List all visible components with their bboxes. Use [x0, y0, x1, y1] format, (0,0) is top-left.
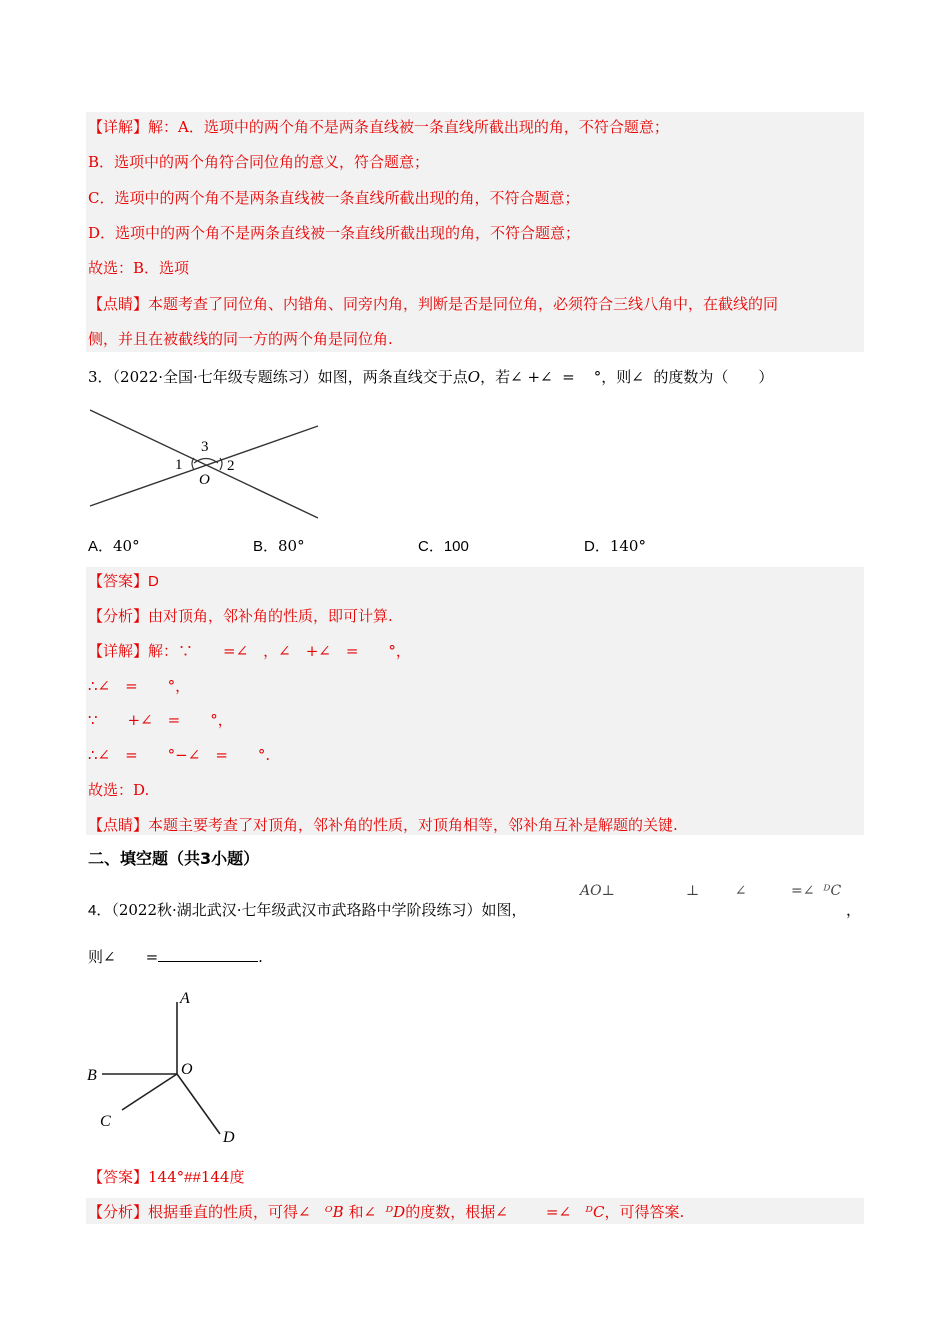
q3-label-1: 1	[175, 457, 183, 473]
q3-stem-c: +∠	[527, 368, 553, 386]
q4-cond-d: =∠	[791, 883, 815, 899]
q4-ask	[88, 947, 263, 967]
q4-answer-unit: 度	[229, 1168, 245, 1186]
q3-option-d	[584, 536, 646, 557]
q3-label-o: O	[199, 472, 210, 488]
q4-label-o: O	[181, 1061, 193, 1078]
q3-remark-line	[88, 815, 678, 835]
q2-detail-line	[88, 117, 669, 137]
q3-option-d-letter: D．	[584, 538, 610, 555]
q4-analysis-b: ᴼB	[324, 1203, 344, 1221]
q4-answer-blank[interactable]	[158, 947, 258, 962]
q2-remark-line2: 侧，并且在被截线的同一方的两个角是同位角.	[88, 330, 393, 348]
q3-answer-line	[88, 571, 159, 591]
section-heading: 二、填空题（共3小题）	[88, 849, 260, 868]
q4-analysis-g: ᴰC	[585, 1203, 605, 1221]
q4-analysis-line	[88, 1202, 684, 1222]
q3-label-3: 3	[201, 439, 209, 455]
q4-stem-text: （2022秋·湖北武汉·七年级武汉市武珞路中学阶段练习）如图，	[111, 901, 527, 919]
q2-remark-line1	[88, 294, 778, 314]
q4-cond-e: ᴰC	[823, 883, 842, 899]
q2-detail-text: 解：A．选项中的两个角不是两条直线被一条直线所截出现的角，不符合题意；	[148, 118, 669, 136]
q3-stem-b: ，若∠	[480, 368, 523, 386]
q4-analysis-h: ，可得答案.	[604, 1203, 685, 1221]
q3-point-o: O	[467, 368, 481, 386]
q3-detail-line1	[88, 641, 411, 661]
q3-stem-d: =	[562, 368, 575, 386]
q4-cond-c: ∠	[734, 883, 747, 899]
q2-line-b: B．选项中的两个角符合同位角的意义，符合题意；	[88, 153, 430, 171]
q3-option-c-value: 100	[443, 538, 469, 555]
q4-cond-b: ⊥	[685, 883, 700, 899]
q3-analysis: 由对顶角，邻补角的性质，即可计算.	[148, 607, 393, 625]
q2-line-c: C．选项中的两个角不是两条直线被一条直线所截出现的角，不符合题意；	[88, 189, 580, 207]
q3-detail-line2: ∴∠ = °，	[88, 677, 191, 695]
q4-period: .	[258, 948, 263, 966]
q3-answer-tag: 【答案】	[88, 572, 149, 590]
q3-choice: 故选：D.	[88, 781, 150, 799]
q2-line-d: D．选项中的两个角不是两条直线被一条直线所截出现的角，不符合题意；	[88, 224, 581, 242]
q2-detail-tag: 【详解】	[88, 118, 149, 136]
q3-line-upper	[90, 410, 318, 518]
q2-remark-tag: 【点睛】	[88, 295, 149, 313]
q4-answer-value2: 144	[200, 1168, 230, 1186]
q3-option-b-letter: B．	[253, 538, 279, 555]
q4-condition-row	[580, 881, 841, 901]
q3-option-a-value: 40°	[113, 537, 140, 555]
q4-label-c: C	[100, 1113, 111, 1130]
q3-detail-1: 解：∵ =∠ ，∠ +∠ = °，	[148, 642, 411, 660]
q3-number: 3．	[88, 368, 113, 386]
q4-label-d: D	[223, 1129, 235, 1146]
q2-remark-text1: 本题考查了同位角、内错角、同旁内角，判断是否是同位角，必须符合三线八角中，在截线的同	[148, 295, 779, 313]
q4-comma: ，	[846, 901, 862, 919]
q4-answer-value: 144°	[148, 1168, 185, 1186]
q3-detail-tag: 【详解】	[88, 642, 149, 660]
q3-option-a	[88, 536, 140, 557]
q4-answer-line	[88, 1167, 245, 1187]
q3-answer: D	[148, 573, 159, 590]
q3-stem-a: （2022·全国·七年级专题练习）如图，两条直线交于点	[112, 368, 468, 386]
q4-answer-sep: ##	[184, 1169, 201, 1186]
q3-label-2: 2	[227, 458, 235, 474]
q3-option-d-value: 140°	[609, 537, 646, 555]
q3-stem-f: 的度数为（ ）	[653, 368, 774, 386]
q3-option-c	[418, 536, 469, 557]
q4-answer-tag: 【答案】	[88, 1168, 149, 1186]
q4-analysis-f: =∠	[545, 1203, 572, 1221]
q4-figure	[82, 982, 252, 1152]
q3-detail-line4: ∴∠ = °−∠ = °.	[88, 746, 271, 764]
q4-number: 4．	[88, 902, 112, 919]
q4-label-a: A	[180, 990, 190, 1007]
q4-stem	[88, 900, 527, 920]
q4-analysis-e: 的度数，根据∠	[405, 1203, 508, 1221]
q4-ask-text: 则∠ =	[88, 948, 159, 966]
q3-analysis-tag: 【分析】	[88, 607, 149, 625]
q4-analysis-tag: 【分析】	[88, 1203, 149, 1221]
q3-option-a-letter: A．	[88, 538, 114, 555]
q3-option-c-letter: C．	[418, 538, 444, 555]
q3-stem-e: °，则∠	[593, 368, 644, 386]
q4-ray-od	[177, 1074, 220, 1134]
q4-analysis-d: ᴰD	[385, 1203, 406, 1221]
q3-line-lower	[90, 426, 318, 506]
q4-analysis-a: 根据垂直的性质，可得∠	[148, 1203, 311, 1221]
q3-figure	[86, 400, 326, 525]
q3-remark-tag: 【点睛】	[88, 816, 149, 834]
q4-cond-a: AO⊥	[580, 883, 615, 899]
q4-analysis-c: 和∠	[348, 1203, 377, 1221]
q3-option-b-value: 80°	[278, 537, 305, 555]
q3-detail-line3: ∵ +∠ = °，	[88, 711, 233, 729]
q4-ray-oc	[122, 1074, 177, 1110]
q2-choice: 故选：B．选项	[88, 259, 190, 277]
q3-option-b	[253, 536, 305, 557]
q3-analysis-line	[88, 606, 393, 626]
q3-remark: 本题主要考查了对顶角，邻补角的性质，对顶角相等，邻补角互补是解题的关键.	[148, 816, 678, 834]
q4-label-b: B	[87, 1067, 97, 1084]
q3-stem	[88, 367, 773, 387]
